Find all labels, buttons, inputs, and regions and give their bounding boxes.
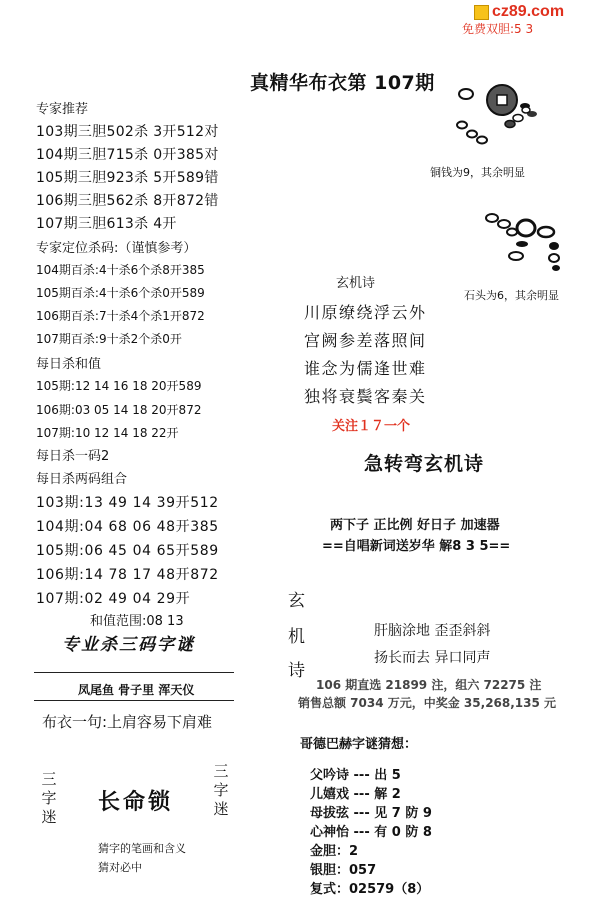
guess-note: 猜对必中: [98, 861, 142, 874]
xuanji-line: 扬长而去 异口同声: [374, 650, 491, 666]
pro-riddle-heading: 专业杀三码字谜: [62, 635, 195, 655]
buyi-line: 布衣一句:上肩容易下肩难: [42, 713, 213, 731]
expert-label: 专家推荐: [36, 102, 89, 117]
goethe-line: 儿嬉戏 --- 解 2: [310, 787, 401, 802]
xuanji-vert-char: 机: [288, 627, 305, 647]
three-riddle-left: 三字迷: [41, 770, 57, 826]
xuanji-line: 肝脑涂地 歪歪斜斜: [374, 623, 491, 639]
daily-sum-line: 107期:10 12 14 18 22开: [36, 426, 179, 440]
expert-line: 105期三胆923杀 5开589错: [36, 170, 219, 186]
three-riddle-right: 三字迷: [213, 762, 229, 818]
stone-caption: 石头为6，其余明显: [464, 289, 559, 302]
two-code-line: 107期:02 49 04 29开: [36, 591, 191, 607]
poem-line: 川原缭绕浮云外: [304, 303, 427, 322]
riddle-center: 长命锁: [98, 790, 174, 815]
two-code-line: 106期:14 78 17 48开872: [36, 567, 219, 583]
stone-illustration: [482, 200, 582, 278]
goethe-line: 母拔弦 --- 见 7 防 9: [310, 806, 432, 821]
expert-line: 107期三胆613杀 4开: [36, 216, 177, 232]
coin-caption: 铜钱为9，其余明显: [430, 166, 525, 179]
riddle-words: 凤尾鱼 骨子里 浑天仪: [78, 683, 195, 697]
goethe-line: 金胆：2: [310, 844, 359, 859]
page-title: 真精华布衣第 107期: [250, 72, 435, 94]
focus-text: 关注１７一个: [332, 419, 411, 434]
two-code-line: 104期:04 68 06 48开385: [36, 519, 219, 535]
xuanji-vert-char: 玄: [288, 591, 305, 611]
poem-line: 宫阙参差落照间: [304, 331, 427, 350]
site-logo[interactable]: [474, 2, 598, 22]
divider: [34, 672, 234, 673]
guess-note: 猜字的笔画和含义: [98, 842, 186, 855]
sales-line: 106 期直选 21899 注，组六 72275 注: [316, 678, 542, 692]
poem-label: 玄机诗: [336, 276, 376, 291]
goethe-line: 复式：02579（8）: [310, 882, 430, 897]
sum-range: 和值范围:08 13: [90, 614, 184, 629]
xuanji-vert-char: 诗: [288, 661, 305, 681]
daily-sum-line: 105期:12 14 16 18 20开589: [36, 379, 202, 393]
turn-title: 急转弯玄机诗: [364, 453, 485, 475]
goethe-title: 哥德巴赫字谜猜想：: [300, 737, 418, 752]
sales-line: 销售总额 7034 万元，中奖金 35,268,135 元: [298, 696, 557, 710]
expert-line: 103期三胆502杀 3开512对: [36, 124, 219, 140]
two-code-label: 每日杀两码组合: [36, 472, 128, 487]
copper-coin-illustration: [452, 80, 552, 160]
position-line: 107期百杀:9十杀2个杀0开: [36, 332, 182, 346]
goethe-line: 心神怡 --- 有 0 防 8: [310, 825, 432, 840]
divider: [34, 700, 234, 701]
two-code-line: 105期:06 45 04 65开589: [36, 543, 219, 559]
kill-one-code: 每日杀一码2: [36, 449, 110, 464]
slogan-line: 两下子 正比例 好日子 加速器: [330, 518, 500, 533]
site-logo-text: cz89.com: [492, 3, 565, 20]
daily-sum-line: 106期:03 05 14 18 20开872: [36, 403, 202, 417]
free-double-text: 免费双胆:5 3: [462, 22, 534, 36]
slogan-line: ==自唱新词送岁华 解8 3 5==: [322, 539, 511, 554]
poem-line: 独将衰鬓客秦关: [304, 387, 427, 406]
logo-square-icon: [474, 5, 489, 20]
position-line: 105期百杀:4十杀6个杀0开589: [36, 286, 205, 300]
poem-line: 谁念为儒逢世难: [304, 359, 427, 378]
goethe-line: 父吟诗 --- 出 5: [310, 768, 401, 783]
two-code-line: 103期:13 49 14 39开512: [36, 495, 219, 511]
goethe-line: 银胆：057: [310, 863, 377, 878]
position-line: 106期百杀:7十杀4个杀1开872: [36, 309, 205, 323]
position-line: 104期百杀:4十杀6个杀8开385: [36, 263, 205, 277]
expert-line: 106期三胆562杀 8开872错: [36, 193, 219, 209]
expert-line: 104期三胆715杀 0开385对: [36, 147, 219, 163]
position-label: 专家定位杀码:（谨慎参考）: [36, 241, 197, 256]
daily-sum-label: 每日杀和值: [36, 357, 102, 372]
